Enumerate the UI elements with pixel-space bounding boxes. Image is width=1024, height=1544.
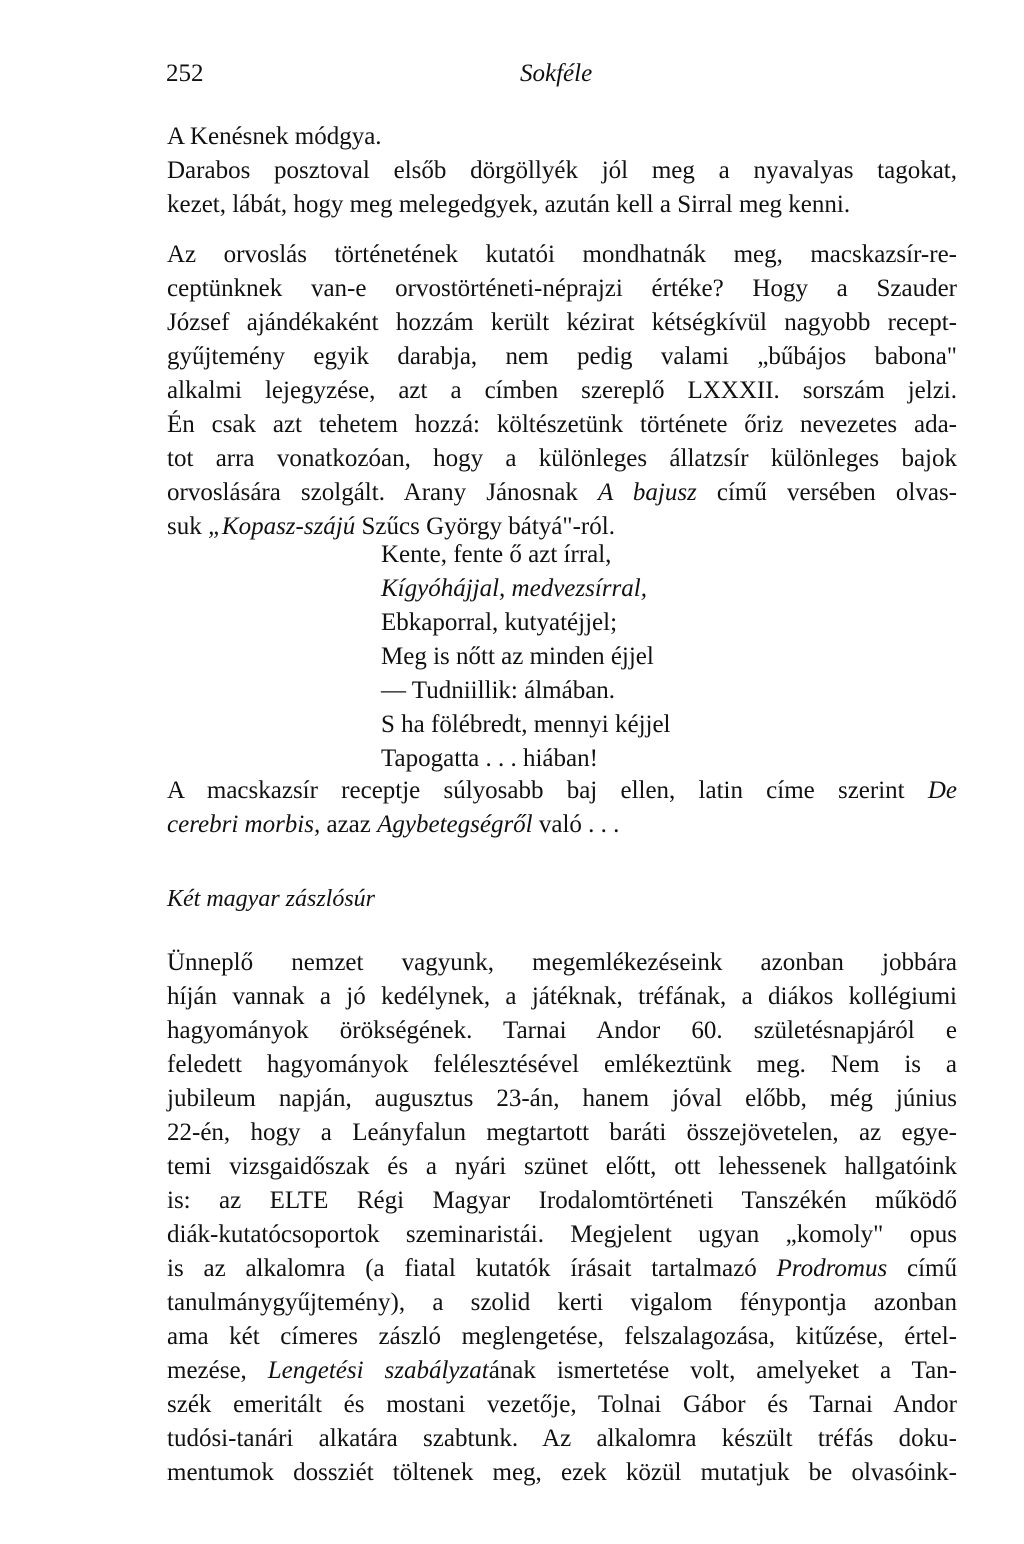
regulation-title-italic: Lengetési szabályzat [267,1357,489,1384]
para4-line: feledett hagyományok felélesztésével emlékeztünk meg. Nem is a [167,1051,957,1078]
para4-line: is: az ELTE Régi Magyar Irodalomtörténeti Tanszékén működő [167,1187,957,1214]
page-number: 252 [166,60,204,87]
poem-line: Kígyóhájjal, medvezsírral, [381,575,647,602]
para4-line: 22-én, hogy a Leányfalun megtartott baráti összejövetelen, az egye- [167,1119,957,1146]
para2-line: ceptünknek van-e orvostörténeti-néprajzi értéke? Hogy a Szauder [167,275,957,302]
latin-title-italic: De [927,777,957,804]
para4-line: mentumok dossziét töltenek meg, ezek közül mutatjuk be olvasóink- [167,1459,957,1486]
para4-line: ama két címeres zászló meglengetése, felszalagozása, kitűzése, értel- [167,1323,957,1350]
para4-text: ának ismertetése volt, amelyeket a Tan- [488,1357,957,1384]
hungarian-title-italic: Agybetegségről [377,811,533,838]
para4-line [167,1354,957,1388]
para2-line: tot arra vonatkozóan, hogy a különleges állatzsír különleges bajok [167,445,957,472]
para2-line: József ajándékaként hozzám került kézirat kétségkívül nagyobb recept- [167,309,957,336]
prodromus-italic: Prodromus [776,1255,888,1282]
para4-line: szék emeritált és mostani vezetője, Tolnai Gábor és Tarnai Andor [167,1391,957,1418]
para4-line: temi vizsgaidőszak és a nyári szünet előtt, ott lehessenek hallgatóink [167,1153,957,1180]
para2-line: Én csak azt tehetem hozzá: költészetünk története őriz nevezetes ada- [167,411,957,438]
poem-line: Kente, fente ő azt írral, [381,541,612,568]
para4-line: hagyományok örökségének. Tarnai Andor 60. születésnapjáról e [167,1017,957,1044]
para4-line: jubileum napján, augusztus 23-án, hanem jóval előbb, még június [167,1085,957,1112]
para2-line: alkalmi lejegyzése, azt a címben szereplő LXXXII. sorszám jelzi. [167,377,957,404]
poem-line: Ebkaporral, kutyatéjjel; [381,609,618,636]
para1-line: Darabos posztoval elsőb dörgöllyék jól meg a nyavalyas tagokat, [167,157,957,184]
para4-line [167,1252,957,1286]
para3-text: való . . . [532,811,620,838]
para4-text: című [887,1255,957,1282]
para1-line: A Kenésnek módgya. [167,123,382,150]
para4-line: tanulmánygyűjtemény), a szolid kerti vigalom fénypontja azonban [167,1289,957,1316]
para4-line: tudósi-tanári alkatára szabtunk. Az alkalomra készült tréfás doku- [167,1425,957,1452]
latin-title-italic: cerebri morbis, [167,811,321,838]
running-title: Sokféle [520,60,593,87]
para2-text: suk [167,513,208,540]
para4-text: is az alkalomra (a fiatal kutatók írásait tartalmazó [167,1255,777,1282]
para2-line [167,476,957,510]
poem-title-italic: A bajusz [597,479,697,506]
para3-line [167,774,957,808]
para2-text: orvoslására szolgált. Arany Jánosnak [167,479,598,506]
poem-line: — Tudniillik: álmában. [381,677,616,704]
section-title: Két magyar zászlósúr [167,886,376,912]
para2-text: Szűcs György bátyá"-ról. [355,513,615,540]
para4-text: mezése, [167,1357,268,1384]
para2-text: című versében olvas- [696,479,957,506]
para4-line: híján vannak a jó kedélynek, a játéknak, tréfának, a diákos kollégiumi [167,983,957,1010]
italic-quote: „Kopasz-szájú [207,513,356,540]
poem-line: Tapogatta . . . hiában! [381,745,598,772]
para2-line: Az orvoslás történetének kutatói mondhatnák meg, macskazsír-re- [167,241,957,268]
para3-text: A macskazsír receptje súlyosabb baj ellen, latin címe szerint [167,777,928,804]
para4-line: diák-kutatócsoportok szeminaristái. Megjelent ugyan „komoly" opus [167,1221,957,1248]
para2-line: gyűjtemény egyik darabja, nem pedig valami „bűbájos babona" [167,343,957,370]
para3-text: azaz [320,811,378,838]
para3-line [167,808,957,842]
poem-line: S ha fölébredt, mennyi kéjjel [381,711,671,738]
para1-line: kezet, lábát, hogy meg melegedgyek, azután kell a Sirral meg kenni. [167,191,851,218]
para4-line: Ünneplő nemzet vagyunk, megemlékezéseink azonban jobbára [167,949,957,976]
poem-line: Meg is nőtt az minden éjjel [381,643,654,670]
